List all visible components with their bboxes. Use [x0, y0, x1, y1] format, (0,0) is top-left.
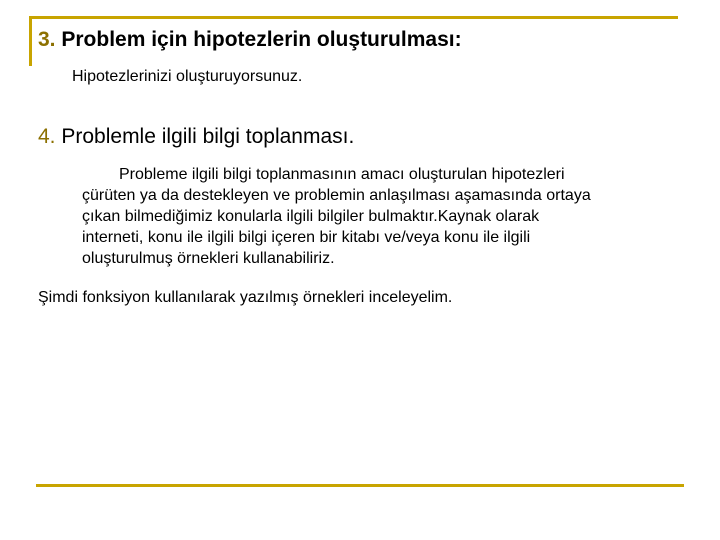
left-accent-rule: [29, 16, 32, 66]
section-4-paragraph: [82, 164, 682, 269]
section-3-number: 3.: [38, 28, 56, 51]
section-3-body: Hipotezlerinizi oluşturuyorsunuz.: [72, 68, 303, 85]
top-accent-rule: [29, 16, 678, 19]
section-3-heading: [38, 27, 462, 53]
paragraph-line: Probleme ilgili bilgi toplanmasının amacı oluşturulan hipotezleri: [119, 166, 565, 183]
bottom-accent-rule: [36, 484, 684, 487]
section-4-number: 4.: [38, 125, 56, 148]
paragraph-line: interneti, konu ile ilgili bilgi içeren bir kitabı ve/veya konu ile ilgili: [82, 229, 531, 246]
paragraph-line: çürüten ya da destekleyen ve problemin anlaşılması aşamasında ortaya: [82, 187, 591, 204]
section-4-heading: [38, 124, 354, 150]
paragraph-line: çıkan bilmediğimiz konularla ilgili bilgiler bulmaktır.Kaynak olarak: [82, 208, 540, 225]
closing-sentence: Şimdi fonksiyon kullanılarak yazılmış örnekleri inceleyelim.: [38, 289, 453, 306]
section-3-title: Problem için hipotezlerin oluşturulması:: [61, 28, 462, 51]
paragraph-line: oluşturulmuş örnekleri kullanabiliriz.: [82, 250, 335, 267]
section-4-title: Problemle ilgili bilgi toplanması.: [61, 125, 355, 148]
